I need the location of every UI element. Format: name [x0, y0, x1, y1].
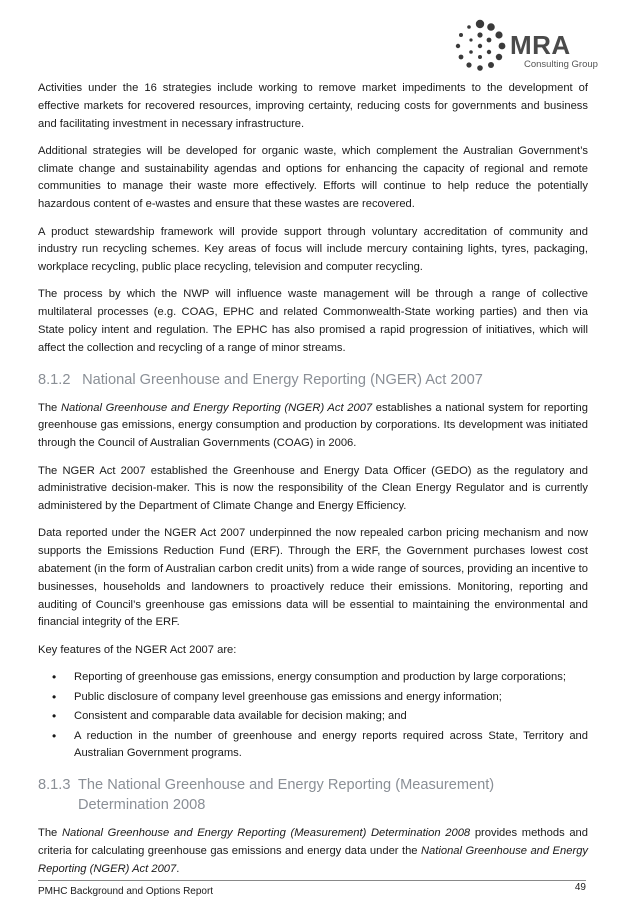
paragraph: Additional strategies will be developed for organic waste, which complement the Australian Government’s climate change and sustainability agendas and options for enhancing the capacity of regional and remote communities to manage their waste more effectively. Efforts will continue to help reduce the potentially hazardous content of e-wastes and ensure that these wastes are recovered.: [38, 144, 588, 211]
paragraph: The NGER Act 2007 established the Greenhouse and Energy Data Officer (GEDO) as the regulatory and administrative decision-maker. This is now the responsibility of the Clean Energy Regulator and is currently administered by the Department of Climate Change and Energy Efficiency.: [38, 464, 588, 513]
italic-act-title: National Greenhouse and Energy Reporting (NGER) Act 2007: [38, 844, 589, 875]
paragraph: Data reported under the NGER Act 2007 underpinned the now repealed carbon pricing mechanism and now supports the Emissions Reduction Fund (ERF). Through the ERF, the Government purchases lowest cost abatement (in the form of Australian carbon credit units) from a wide range of sources, providing an incentive to businesses, households and landowners to proactively reduce their emissions. Monitoring, reporting and auditing of Council’s greenhouse gas emissions data will be essential to maintaining the environmental and financial integrity of the ERF.: [38, 527, 588, 629]
text-run: The: [38, 401, 61, 414]
text-run: The: [38, 826, 62, 839]
list-item: • Public disclosure of company level greenhouse gas emissions and energy information;: [52, 689, 588, 707]
section-heading-8-1-2: [38, 370, 588, 390]
section-title: The National Greenhouse and Energy Reporting (Measurement) Determination 2008: [78, 776, 495, 813]
logo-mark-icon: [450, 16, 510, 76]
section-title: National Greenhouse and Energy Reporting (NGER) Act 2007: [82, 371, 483, 388]
key-features-list: [38, 669, 588, 763]
logo-subtitle: Consulting Group: [524, 59, 598, 70]
text-run: establishes a national system for reporting greenhouse gas emissions, energy consumption and production by corporations. Its development was initiated through the Council of Australian Governments (COAG) in 2006.: [38, 401, 589, 450]
text-run: provides methods and criteria for calculating greenhouse gas emissions and energy data under the: [38, 826, 588, 857]
paragraph: Activities under the 16 strategies include working to remove market impediments to the development of effective markets for recovered resources, improving certainty, reducing costs for governments and business and facilitating investment in necessary infrastructure.: [38, 82, 588, 130]
section-number: 8.1.3: [38, 776, 71, 793]
italic-determination-title: National Greenhouse and Energy Reporting (Measurement) Determination 2008: [61, 826, 471, 839]
mra-logo: [450, 16, 610, 78]
section-number: 8.1.2: [38, 371, 71, 388]
paragraph: The process by which the NWP will influence waste management will be through a range of collective multilateral processes (e.g. COAG, EPHC and related Commonwealth-State working parties) and then via State policy intent and regulation. The EPHC has also promised a rapid progression of initiatives, which will affect the collection and recycling of a range of minor streams.: [38, 288, 588, 354]
footer-divider: [38, 880, 586, 881]
text-run: .: [176, 862, 180, 875]
paragraph: [38, 400, 588, 453]
list-item: • A reduction in the number of greenhouse and energy reports required across State, Territory and Australian Government programs.: [52, 728, 588, 763]
paragraph: A product stewardship framework will provide support through voluntary accreditation of community and industry run recycling schemes. Key areas of focus will include mercury containing lights, tyres, packaging, workplace recycling, public place recycling, television and computer recycling.: [38, 225, 588, 274]
body-content: [38, 80, 588, 888]
list-item: • Reporting of greenhouse gas emissions, energy consumption and production by large corporations;: [52, 669, 588, 687]
paragraph: [38, 825, 588, 878]
section-heading-8-1-3: [38, 775, 588, 815]
italic-act-title: National Greenhouse and Energy Reporting (NGER) Act 2007: [60, 401, 373, 414]
logo-name: MRA: [510, 30, 571, 60]
footer-report-title: PMHC Background and Options Report: [38, 886, 214, 897]
page-number: 49: [574, 882, 586, 893]
list-item: • Consistent and comparable data available for decision making; and: [52, 708, 588, 726]
paragraph: Key features of the NGER Act 2007 are:: [38, 643, 237, 656]
